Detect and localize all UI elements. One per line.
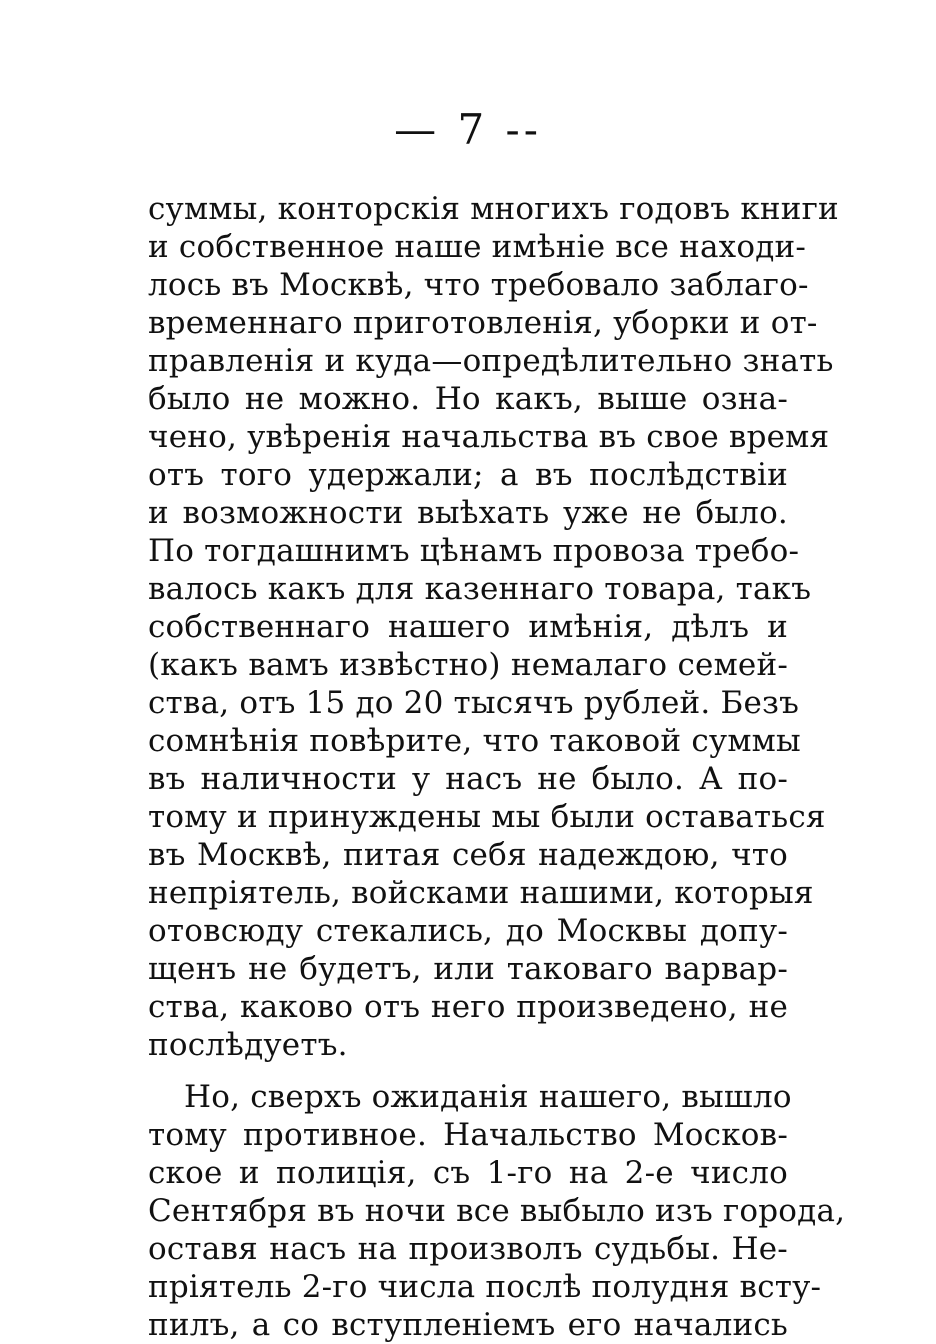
text-line: послѣдуетъ. (148, 1027, 348, 1063)
text-line: лось въ Москвѣ, что требовало заблаго- (148, 267, 809, 303)
text-line: въ Москвѣ, питая себя надеждою, что (148, 837, 788, 873)
text-body (148, 190, 846, 1344)
text-line: суммы, конторскія многихъ годовъ книги (148, 191, 839, 227)
text-line: тому противное. Начальство Москов- (148, 1117, 788, 1153)
text-line: временнаго приготовленія, уборки и от- (148, 305, 818, 341)
text-line: ства, каково отъ него произведено, не (148, 989, 788, 1025)
text-line: оставя насъ на произволъ судьбы. Не- (148, 1231, 788, 1267)
text-line: въ наличности у насъ не было. А по- (148, 761, 788, 797)
text-line: отъ того удержали; а въ послѣдствіи (148, 457, 788, 493)
text-line: ское и полиція, съ 1-го на 2-е число (148, 1155, 788, 1191)
text-line: Но, сверхъ ожиданія нашего, вышло (184, 1079, 792, 1115)
text-line: пріятель 2-го числа послѣ полудня всту- (148, 1269, 822, 1305)
text-line: чено, увѣренія начальства въ свое время (148, 419, 830, 455)
text-line: валось какъ для казеннаго товара, такъ (148, 571, 812, 607)
text-line: (какъ вамъ извѣстно) немалаго семей- (148, 647, 788, 683)
text-line: По тогдашнимъ цѣнамъ провоза требо- (148, 533, 800, 569)
text-line: пилъ, а со вступленіемъ его начались (148, 1307, 788, 1343)
text-line: Сентября въ ночи все выбыло изъ города, (148, 1193, 846, 1229)
text-line: и возможности выѣхать уже не было. (148, 495, 788, 531)
paragraph-1 (148, 190, 839, 1064)
text-line: непріятель, войсками нашими, которыя (148, 875, 814, 911)
text-line: было не можно. Но какъ, выше озна- (148, 381, 788, 417)
text-line: ства, отъ 15 до 20 тысячъ рублей. Безъ (148, 685, 800, 721)
text-line: отовсюду стекались, до Москвы допу- (148, 913, 788, 949)
text-line: сомнѣнія повѣрите, что таковой суммы (148, 723, 801, 759)
paragraph-2 (148, 1078, 846, 1344)
text-line: собственнаго нашего имѣнія, дѣлъ и (148, 609, 788, 645)
text-line: тому и принуждены мы были оставаться (148, 799, 826, 835)
text-line: правленія и куда—опредѣлительно знать (148, 343, 834, 379)
paragraph-gap (148, 1064, 788, 1078)
text-line: щенъ не будетъ, или таковаго варвар- (148, 951, 788, 987)
text-line: и собственное наше имѣніе все находи- (148, 229, 807, 265)
page-number: — 7 -- (394, 105, 542, 154)
